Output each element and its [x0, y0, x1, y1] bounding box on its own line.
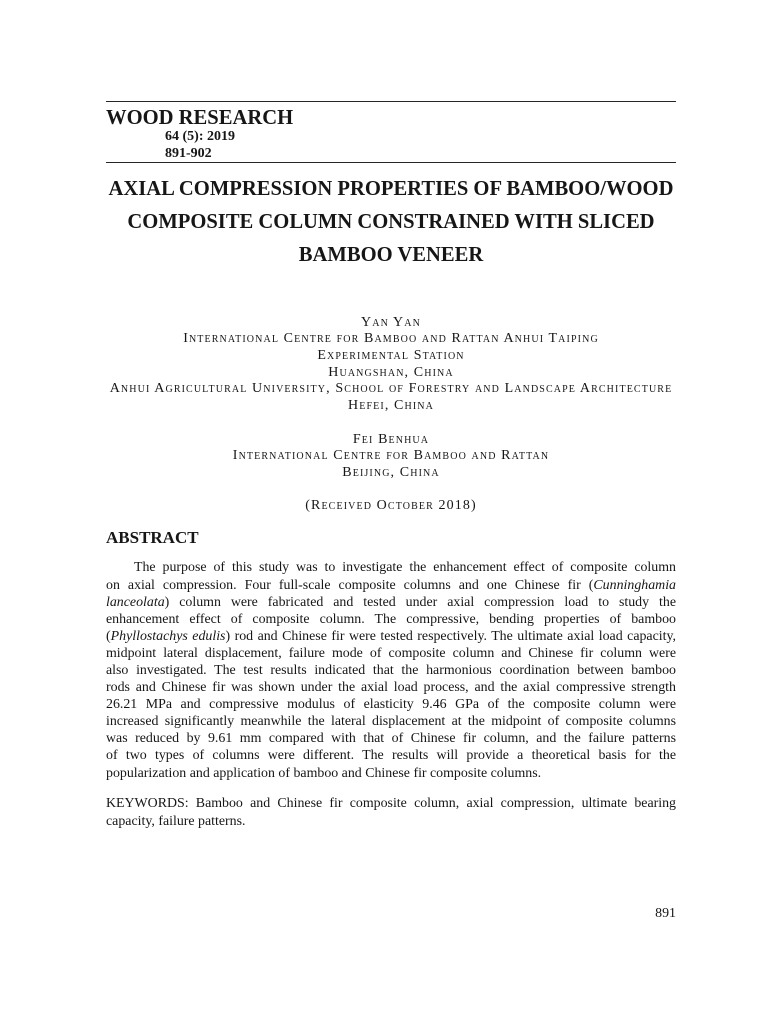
abstract-body: [106, 559, 676, 781]
header-rule-bottom: [106, 162, 676, 163]
author-affiliation-line: Huangshan, China: [328, 364, 454, 380]
article-title: [56, 173, 726, 272]
abstract-text: 26.21 MPa and compressive modulus of elasticity 9.46 GPa of the composite column were: [106, 697, 676, 713]
abstract-line: [106, 559, 676, 576]
abstract-line: [106, 628, 676, 645]
keywords-line: KEYWORDS: Bamboo and Chinese fir composite column, axial compression, ultimate bearing: [106, 796, 676, 812]
abstract-line: [106, 679, 676, 696]
abstract-text: also investigated. The test results indicated that the harmonious coordination between bamboo: [106, 663, 676, 678]
abstract-line: [106, 594, 676, 611]
species-name: Cunninghamia: [593, 577, 676, 593]
journal-page-range: 891-902: [165, 145, 212, 161]
species-name: lanceolata: [106, 594, 165, 610]
abstract-text: rods and Chinese fir was shown under the axial load process, and the axial compressive strength: [106, 680, 676, 696]
page-number: 891: [655, 905, 676, 921]
abstract-line: [106, 645, 676, 662]
author-name: Yan Yan: [361, 314, 421, 330]
abstract-line: [106, 611, 676, 628]
abstract-text: enhancement effect of composite column. The compressive, bending properties of bamboo: [106, 611, 676, 627]
keywords-line: capacity, failure patterns.: [106, 813, 246, 829]
abstract-line: [106, 713, 676, 730]
title-line: BAMBOO VENEER: [298, 243, 484, 266]
abstract-text: The purpose of this study was to investigate the enhancement effect of composite column: [134, 560, 676, 576]
journal-volume-issue: 64 (5): 2019: [165, 128, 235, 144]
abstract-text: of two types of columns were different. The results will provide a theoretical basis for the: [106, 748, 676, 764]
author-affiliation-line: Beijing, China: [342, 464, 440, 480]
abstract-text: midpoint lateral displacement, failure mode of composite column and Chinese fir column were: [106, 645, 676, 661]
abstract-text: on axial compression. Four full-scale composite columns and one Chinese fir (: [106, 577, 594, 593]
author-affiliation-line: International Centre for Bamboo and Rattan: [232, 448, 550, 464]
received-date: (Received October 2018): [305, 498, 477, 514]
title-line: COMPOSITE COLUMN CONSTRAINED WITH SLICED: [127, 210, 655, 233]
keywords: [106, 795, 676, 829]
author-name: Fei Benhua: [352, 431, 430, 447]
author-list: [56, 315, 726, 515]
author-affiliation-line: Anhui Agricultural University, School of Forestry and Landscape Architecture: [109, 381, 673, 397]
abstract-line: [106, 730, 676, 747]
author-affiliation-line: Hefei, China: [348, 398, 434, 414]
abstract-text: (: [106, 628, 111, 644]
author-block: [56, 315, 726, 415]
abstract-text: popularization and application of bamboo and Chinese fir composite columns.: [106, 765, 542, 781]
abstract-text: increased significantly meanwhile the lateral displacement at the midpoint of composite columns: [106, 714, 676, 730]
journal-name: WOOD RESEARCH: [106, 107, 294, 129]
abstract-heading: ABSTRACT: [106, 528, 199, 547]
abstract-line: [106, 696, 676, 713]
abstract-text: ) column were fabricated and tested under axial compression load to study the: [164, 594, 676, 610]
author-affiliation-line: International Centre for Bamboo and Rattan Anhui Taiping: [183, 331, 599, 347]
species-name: Phyllostachys edulis: [110, 628, 226, 644]
header-rule-top: [106, 101, 676, 102]
title-line: AXIAL COMPRESSION PROPERTIES OF BAMBOO/WOOD: [108, 177, 674, 200]
abstract-line: [106, 747, 676, 764]
author-affiliation-line: Experimental Station: [317, 348, 465, 363]
abstract-line: [106, 577, 676, 594]
author-block: [56, 432, 726, 482]
abstract-line: [106, 662, 676, 679]
abstract-text: was reduced by 9.61 mm compared with that of Chinese fir column, and the failure patterns: [106, 731, 676, 747]
abstract-line: [106, 765, 676, 782]
abstract-text: ) rod and Chinese fir were tested respectively. The ultimate axial load capacity,: [225, 628, 676, 644]
